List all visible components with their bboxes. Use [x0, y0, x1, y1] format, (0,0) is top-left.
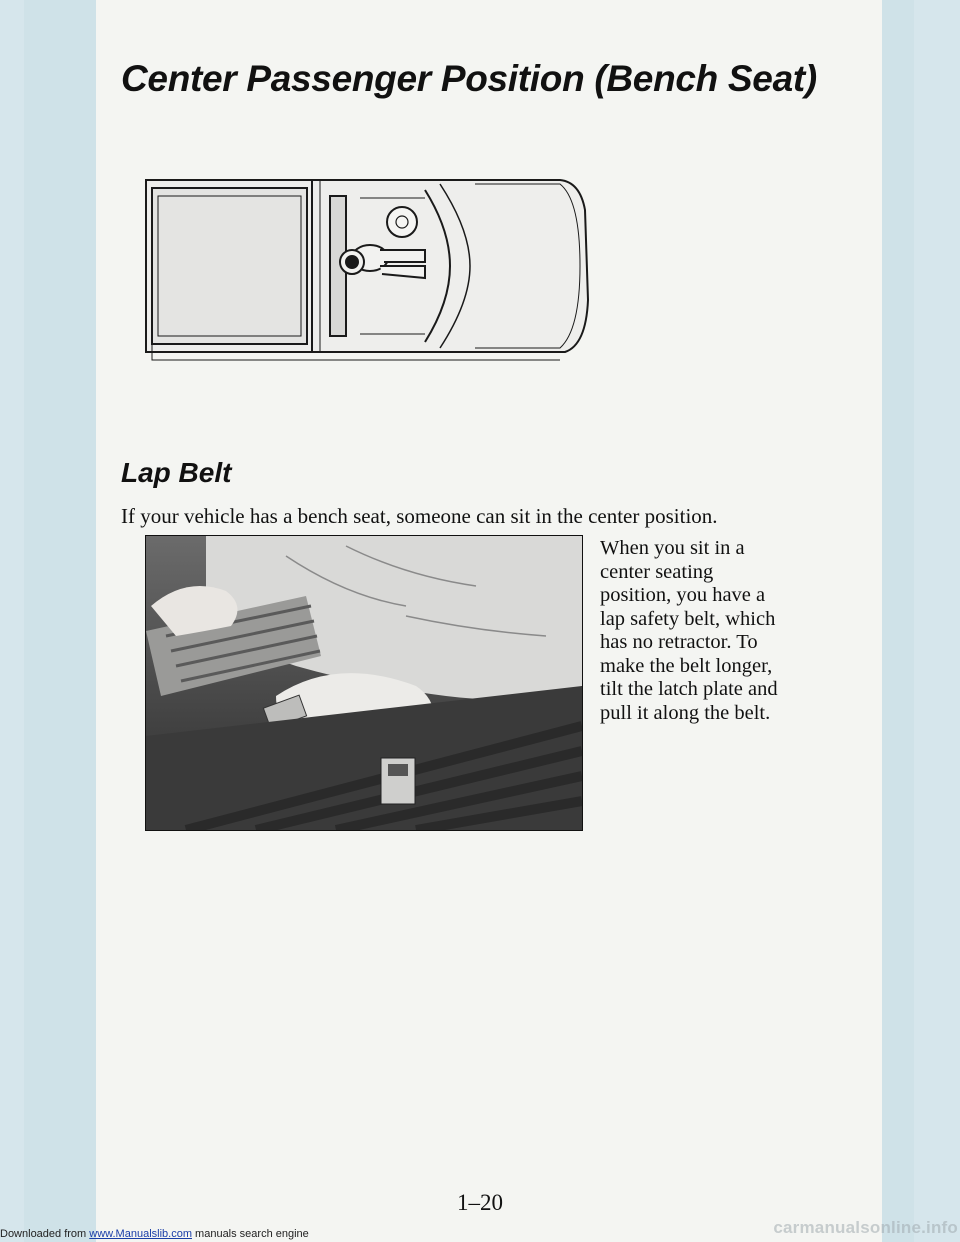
- body-line: lap safety belt, which: [600, 607, 776, 630]
- body-line: center seating: [600, 560, 714, 583]
- download-footer: [0, 1228, 309, 1240]
- body-line: position, you have a: [600, 584, 766, 606]
- section-heading-lap-belt: Lap Belt: [121, 457, 232, 488]
- vehicle-seating-diagram: [140, 170, 590, 365]
- lap-belt-description: [600, 537, 800, 725]
- body-line: tilt the latch plate and: [600, 678, 778, 700]
- body-line: make the belt longer,: [600, 654, 773, 677]
- manualslib-link[interactable]: www.Manualslib.com: [89, 1228, 192, 1240]
- body-line: When you sit in a: [600, 537, 745, 559]
- body-line: has no retractor. To: [600, 631, 758, 653]
- page-title: Center Passenger Position (Bench Seat): [121, 58, 817, 99]
- page-number: 1–20: [457, 1190, 503, 1215]
- footer-suffix: manuals search engine: [195, 1228, 309, 1240]
- intro-paragraph: If your vehicle has a bench seat, someone can sit in the center position.: [121, 504, 718, 528]
- footer-prefix: Downloaded from: [0, 1228, 87, 1240]
- body-line: pull it along the belt.: [600, 701, 771, 724]
- lap-belt-photo: [145, 535, 583, 831]
- site-watermark: carmanualsonline.info: [773, 1218, 958, 1237]
